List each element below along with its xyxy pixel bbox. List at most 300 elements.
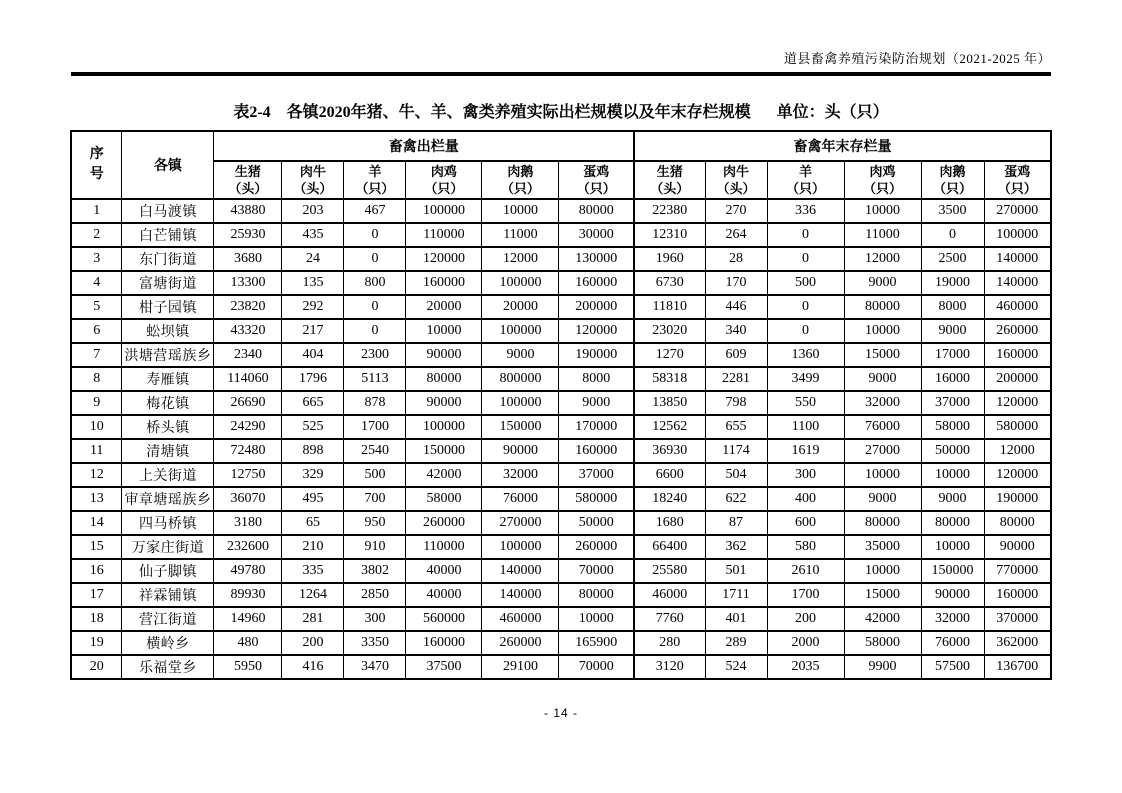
- cell-value: 270000: [482, 511, 559, 535]
- cell-index: 10: [71, 415, 122, 439]
- cell-value: 42000: [406, 463, 482, 487]
- cell-value: 37500: [406, 655, 482, 679]
- cell-value: 0: [767, 295, 844, 319]
- col-subheader-out-4: 肉鹅 （只）: [482, 161, 559, 199]
- cell-value: 100000: [406, 199, 482, 223]
- cell-value: 19000: [921, 271, 984, 295]
- cell-value: 100000: [482, 535, 559, 559]
- cell-town: 柑子园镇: [122, 295, 214, 319]
- cell-value: 260000: [984, 319, 1051, 343]
- cell-value: 1264: [282, 583, 344, 607]
- cell-value: 9000: [844, 367, 921, 391]
- cell-value: 300: [767, 463, 844, 487]
- cell-value: 42000: [844, 607, 921, 631]
- cell-value: 17000: [921, 343, 984, 367]
- cell-value: 30000: [559, 223, 634, 247]
- cell-value: 160000: [406, 271, 482, 295]
- cell-value: 80000: [559, 583, 634, 607]
- cell-index: 16: [71, 559, 122, 583]
- cell-index: 11: [71, 439, 122, 463]
- cell-index: 17: [71, 583, 122, 607]
- cell-value: 609: [705, 343, 767, 367]
- cell-value: 160000: [984, 343, 1051, 367]
- cell-value: 35000: [844, 535, 921, 559]
- cell-value: 136700: [984, 655, 1051, 679]
- cell-value: 90000: [921, 583, 984, 607]
- cell-value: 404: [282, 343, 344, 367]
- cell-value: 50000: [921, 439, 984, 463]
- cell-value: 1360: [767, 343, 844, 367]
- cell-town: 四马桥镇: [122, 511, 214, 535]
- cell-value: 7760: [634, 607, 705, 631]
- cell-value: 524: [705, 655, 767, 679]
- cell-value: 114060: [214, 367, 282, 391]
- cell-value: 90000: [406, 391, 482, 415]
- table-header-row-2: [71, 161, 1051, 199]
- cell-value: 2035: [767, 655, 844, 679]
- cell-value: 22380: [634, 199, 705, 223]
- cell-value: 504: [705, 463, 767, 487]
- cell-value: 1100: [767, 415, 844, 439]
- cell-value: 120000: [984, 463, 1051, 487]
- col-subheader-stock-2: 羊 （只）: [767, 161, 844, 199]
- cell-value: 600: [767, 511, 844, 535]
- table-caption: [71, 103, 1051, 123]
- cell-value: 898: [282, 439, 344, 463]
- cell-value: 3120: [634, 655, 705, 679]
- cell-value: 14960: [214, 607, 282, 631]
- cell-value: 140000: [482, 559, 559, 583]
- cell-value: 622: [705, 487, 767, 511]
- cell-value: 15000: [844, 343, 921, 367]
- cell-town: 桥头镇: [122, 415, 214, 439]
- cell-value: 2540: [344, 439, 406, 463]
- cell-value: 264: [705, 223, 767, 247]
- cell-value: 50000: [559, 511, 634, 535]
- cell-value: 260000: [559, 535, 634, 559]
- cell-value: 416: [282, 655, 344, 679]
- cell-value: 2300: [344, 343, 406, 367]
- cell-value: 9000: [482, 343, 559, 367]
- cell-value: 329: [282, 463, 344, 487]
- cell-value: 10000: [921, 463, 984, 487]
- col-subheader-out-5: 蛋鸡 （只）: [559, 161, 634, 199]
- cell-value: 10000: [921, 535, 984, 559]
- cell-town: 仙子脚镇: [122, 559, 214, 583]
- cell-value: 80000: [984, 511, 1051, 535]
- cell-value: 770000: [984, 559, 1051, 583]
- cell-value: 72480: [214, 439, 282, 463]
- cell-value: 20000: [482, 295, 559, 319]
- cell-value: 460000: [482, 607, 559, 631]
- cell-value: 89930: [214, 583, 282, 607]
- cell-value: 28: [705, 247, 767, 271]
- cell-index: 1: [71, 199, 122, 223]
- table-row: [71, 415, 1051, 439]
- cell-value: 460000: [984, 295, 1051, 319]
- cell-value: 57500: [921, 655, 984, 679]
- table-row: [71, 463, 1051, 487]
- cell-value: 280: [634, 631, 705, 655]
- cell-value: 580: [767, 535, 844, 559]
- table-row: [71, 295, 1051, 319]
- cell-value: 160000: [406, 631, 482, 655]
- cell-value: 260000: [406, 511, 482, 535]
- cell-index: 19: [71, 631, 122, 655]
- cell-value: 10000: [844, 199, 921, 223]
- cell-value: 80000: [921, 511, 984, 535]
- cell-value: 500: [344, 463, 406, 487]
- table-row: [71, 271, 1051, 295]
- cell-value: 65: [282, 511, 344, 535]
- cell-town: 乐福堂乡: [122, 655, 214, 679]
- table-row: [71, 391, 1051, 415]
- cell-value: 100000: [406, 415, 482, 439]
- cell-value: 362: [705, 535, 767, 559]
- cell-value: 160000: [559, 439, 634, 463]
- cell-value: 20000: [406, 295, 482, 319]
- cell-town: 白芒铺镇: [122, 223, 214, 247]
- table-row: [71, 583, 1051, 607]
- cell-index: 6: [71, 319, 122, 343]
- table-row: [71, 439, 1051, 463]
- col-subheader-stock-0: 生猪 （头）: [634, 161, 705, 199]
- cell-value: 200000: [559, 295, 634, 319]
- cell-value: 10000: [482, 199, 559, 223]
- cell-value: 1700: [767, 583, 844, 607]
- cell-value: 58000: [406, 487, 482, 511]
- cell-value: 292: [282, 295, 344, 319]
- cell-value: 0: [921, 223, 984, 247]
- cell-value: 66400: [634, 535, 705, 559]
- cell-index: 4: [71, 271, 122, 295]
- cell-value: 501: [705, 559, 767, 583]
- cell-value: 798: [705, 391, 767, 415]
- cell-value: 3470: [344, 655, 406, 679]
- cell-value: 0: [344, 223, 406, 247]
- cell-value: 150000: [406, 439, 482, 463]
- table-row: [71, 247, 1051, 271]
- cell-value: 10000: [844, 559, 921, 583]
- cell-value: 80000: [844, 295, 921, 319]
- cell-value: 16000: [921, 367, 984, 391]
- cell-index: 7: [71, 343, 122, 367]
- cell-value: 18240: [634, 487, 705, 511]
- cell-index: 20: [71, 655, 122, 679]
- cell-value: 32000: [844, 391, 921, 415]
- cell-index: 5: [71, 295, 122, 319]
- cell-value: 40000: [406, 559, 482, 583]
- cell-index: 8: [71, 367, 122, 391]
- cell-town: 横岭乡: [122, 631, 214, 655]
- cell-value: 2610: [767, 559, 844, 583]
- cell-value: 550: [767, 391, 844, 415]
- cell-town: 梅花镇: [122, 391, 214, 415]
- cell-value: 23820: [214, 295, 282, 319]
- cell-value: 665: [282, 391, 344, 415]
- cell-value: 200: [282, 631, 344, 655]
- table-row: [71, 607, 1051, 631]
- col-subheader-stock-3: 肉鸡 （只）: [844, 161, 921, 199]
- col-header-index: [71, 131, 122, 199]
- cell-value: 270000: [984, 199, 1051, 223]
- cell-value: 76000: [921, 631, 984, 655]
- cell-value: 0: [344, 295, 406, 319]
- cell-town: 洪塘营瑶族乡: [122, 343, 214, 367]
- cell-value: 11810: [634, 295, 705, 319]
- cell-value: 2340: [214, 343, 282, 367]
- cell-town: 祥霖铺镇: [122, 583, 214, 607]
- cell-value: 446: [705, 295, 767, 319]
- cell-value: 3500: [921, 199, 984, 223]
- table-row: [71, 487, 1051, 511]
- cell-index: 9: [71, 391, 122, 415]
- cell-value: 12000: [482, 247, 559, 271]
- cell-value: 135: [282, 271, 344, 295]
- livestock-table: [70, 130, 1052, 680]
- cell-value: 400: [767, 487, 844, 511]
- cell-value: 15000: [844, 583, 921, 607]
- cell-value: 800000: [482, 367, 559, 391]
- cell-value: 2850: [344, 583, 406, 607]
- cell-value: 467: [344, 199, 406, 223]
- table-row: [71, 223, 1051, 247]
- cell-value: 1700: [344, 415, 406, 439]
- cell-value: 100000: [482, 271, 559, 295]
- cell-value: 1174: [705, 439, 767, 463]
- cell-value: 25930: [214, 223, 282, 247]
- cell-value: 0: [344, 247, 406, 271]
- cell-value: 9000: [921, 487, 984, 511]
- cell-value: 9000: [921, 319, 984, 343]
- cell-value: 5950: [214, 655, 282, 679]
- cell-value: 32000: [921, 607, 984, 631]
- cell-value: 170: [705, 271, 767, 295]
- cell-value: 37000: [921, 391, 984, 415]
- cell-value: 80000: [559, 199, 634, 223]
- cell-value: 289: [705, 631, 767, 655]
- cell-value: 37000: [559, 463, 634, 487]
- cell-value: 2500: [921, 247, 984, 271]
- cell-value: 100000: [482, 319, 559, 343]
- cell-value: 130000: [559, 247, 634, 271]
- cell-value: 80000: [406, 367, 482, 391]
- cell-value: 340: [705, 319, 767, 343]
- cell-value: 270: [705, 199, 767, 223]
- cell-town: 营江街道: [122, 607, 214, 631]
- cell-value: 120000: [559, 319, 634, 343]
- cell-value: 0: [767, 319, 844, 343]
- table-row: [71, 535, 1051, 559]
- cell-value: 76000: [482, 487, 559, 511]
- cell-value: 11000: [482, 223, 559, 247]
- cell-value: 190000: [984, 487, 1051, 511]
- cell-value: 655: [705, 415, 767, 439]
- cell-value: 3180: [214, 511, 282, 535]
- cell-value: 3350: [344, 631, 406, 655]
- cell-value: 200: [767, 607, 844, 631]
- cell-index: 12: [71, 463, 122, 487]
- cell-value: 49780: [214, 559, 282, 583]
- cell-value: 0: [767, 247, 844, 271]
- table-row: [71, 655, 1051, 679]
- cell-value: 8000: [921, 295, 984, 319]
- cell-town: 万家庄街道: [122, 535, 214, 559]
- cell-town: 寿雁镇: [122, 367, 214, 391]
- cell-value: 13850: [634, 391, 705, 415]
- cell-value: 70000: [559, 559, 634, 583]
- cell-index: 2: [71, 223, 122, 247]
- cell-value: 9900: [844, 655, 921, 679]
- cell-value: 70000: [559, 655, 634, 679]
- cell-value: 23020: [634, 319, 705, 343]
- cell-value: 110000: [406, 223, 482, 247]
- cell-value: 150000: [921, 559, 984, 583]
- cell-value: 90000: [482, 439, 559, 463]
- cell-value: 2000: [767, 631, 844, 655]
- cell-value: 110000: [406, 535, 482, 559]
- cell-value: 40000: [406, 583, 482, 607]
- cell-value: 160000: [559, 271, 634, 295]
- cell-value: 10000: [406, 319, 482, 343]
- cell-value: 217: [282, 319, 344, 343]
- page-number: - 14 -: [543, 706, 578, 720]
- cell-value: 3802: [344, 559, 406, 583]
- cell-value: 1711: [705, 583, 767, 607]
- cell-value: 190000: [559, 343, 634, 367]
- cell-value: 1680: [634, 511, 705, 535]
- cell-value: 32000: [482, 463, 559, 487]
- col-subheader-out-2: 羊 （只）: [344, 161, 406, 199]
- cell-value: 560000: [406, 607, 482, 631]
- cell-value: 24: [282, 247, 344, 271]
- table-title-text: 表2-4 各镇2020年猪、牛、羊、禽类养殖实际出栏规模以及年末存栏规模: [233, 104, 751, 121]
- cell-value: 336: [767, 199, 844, 223]
- cell-value: 800: [344, 271, 406, 295]
- table-row: [71, 343, 1051, 367]
- cell-value: 0: [767, 223, 844, 247]
- cell-town: 东门街道: [122, 247, 214, 271]
- col-subheader-stock-1: 肉牛 （头）: [705, 161, 767, 199]
- cell-value: 58000: [844, 631, 921, 655]
- cell-value: 1619: [767, 439, 844, 463]
- col-header-town: 各镇: [122, 131, 214, 199]
- col-header-group-stock: 畜禽年末存栏量: [634, 131, 1051, 161]
- cell-index: 3: [71, 247, 122, 271]
- cell-value: 3680: [214, 247, 282, 271]
- cell-town: 审章塘瑶族乡: [122, 487, 214, 511]
- cell-value: 10000: [559, 607, 634, 631]
- cell-value: 46000: [634, 583, 705, 607]
- cell-value: 170000: [559, 415, 634, 439]
- cell-value: 3499: [767, 367, 844, 391]
- cell-value: 1960: [634, 247, 705, 271]
- cell-value: 100000: [984, 223, 1051, 247]
- table-row: [71, 199, 1051, 223]
- cell-value: 58000: [921, 415, 984, 439]
- header-divider: [71, 72, 1051, 76]
- cell-value: 1270: [634, 343, 705, 367]
- document-header-title: 道县畜禽养殖污染防治规划（2021-2025 年）: [783, 51, 1051, 66]
- table-row: [71, 367, 1051, 391]
- cell-value: 1796: [282, 367, 344, 391]
- cell-value: 480: [214, 631, 282, 655]
- cell-value: 210: [282, 535, 344, 559]
- cell-value: 495: [282, 487, 344, 511]
- cell-index: 18: [71, 607, 122, 631]
- cell-town: 上关街道: [122, 463, 214, 487]
- cell-value: 878: [344, 391, 406, 415]
- cell-value: 300: [344, 607, 406, 631]
- cell-value: 43880: [214, 199, 282, 223]
- cell-value: 362000: [984, 631, 1051, 655]
- cell-value: 120000: [984, 391, 1051, 415]
- cell-value: 260000: [482, 631, 559, 655]
- table-row: [71, 511, 1051, 535]
- table-unit-label: 单位：头（只）: [776, 104, 889, 121]
- cell-value: 910: [344, 535, 406, 559]
- cell-value: 12750: [214, 463, 282, 487]
- cell-value: 160000: [984, 583, 1051, 607]
- cell-value: 9000: [844, 487, 921, 511]
- cell-value: 2281: [705, 367, 767, 391]
- cell-value: 500: [767, 271, 844, 295]
- cell-town: 白马渡镇: [122, 199, 214, 223]
- cell-value: 200000: [984, 367, 1051, 391]
- cell-value: 5113: [344, 367, 406, 391]
- document-header: [71, 50, 1051, 68]
- col-subheader-stock-5: 蛋鸡 （只）: [984, 161, 1051, 199]
- cell-value: 6600: [634, 463, 705, 487]
- cell-value: 27000: [844, 439, 921, 463]
- cell-value: 58318: [634, 367, 705, 391]
- col-subheader-out-0: 生猪 （头）: [214, 161, 282, 199]
- cell-town: 富塘街道: [122, 271, 214, 295]
- cell-value: 8000: [559, 367, 634, 391]
- cell-value: 87: [705, 511, 767, 535]
- table-row: [71, 319, 1051, 343]
- cell-value: 26690: [214, 391, 282, 415]
- col-header-group-out: 畜禽出栏量: [214, 131, 634, 161]
- cell-value: 525: [282, 415, 344, 439]
- cell-value: 700: [344, 487, 406, 511]
- cell-value: 100000: [482, 391, 559, 415]
- cell-value: 435: [282, 223, 344, 247]
- col-subheader-stock-4: 肉鹅 （只）: [921, 161, 984, 199]
- cell-value: 370000: [984, 607, 1051, 631]
- cell-value: 12000: [984, 439, 1051, 463]
- cell-town: 清塘镇: [122, 439, 214, 463]
- cell-value: 12562: [634, 415, 705, 439]
- cell-value: 6730: [634, 271, 705, 295]
- cell-value: 43320: [214, 319, 282, 343]
- cell-value: 232600: [214, 535, 282, 559]
- cell-value: 120000: [406, 247, 482, 271]
- cell-index: 15: [71, 535, 122, 559]
- table-row: [71, 559, 1051, 583]
- cell-value: 9000: [844, 271, 921, 295]
- cell-value: 12310: [634, 223, 705, 247]
- cell-value: 80000: [844, 511, 921, 535]
- cell-value: 140000: [984, 271, 1051, 295]
- cell-value: 90000: [984, 535, 1051, 559]
- cell-value: 10000: [844, 463, 921, 487]
- cell-value: 11000: [844, 223, 921, 247]
- col-subheader-out-1: 肉牛 （头）: [282, 161, 344, 199]
- cell-value: 0: [344, 319, 406, 343]
- cell-value: 140000: [482, 583, 559, 607]
- cell-value: 13300: [214, 271, 282, 295]
